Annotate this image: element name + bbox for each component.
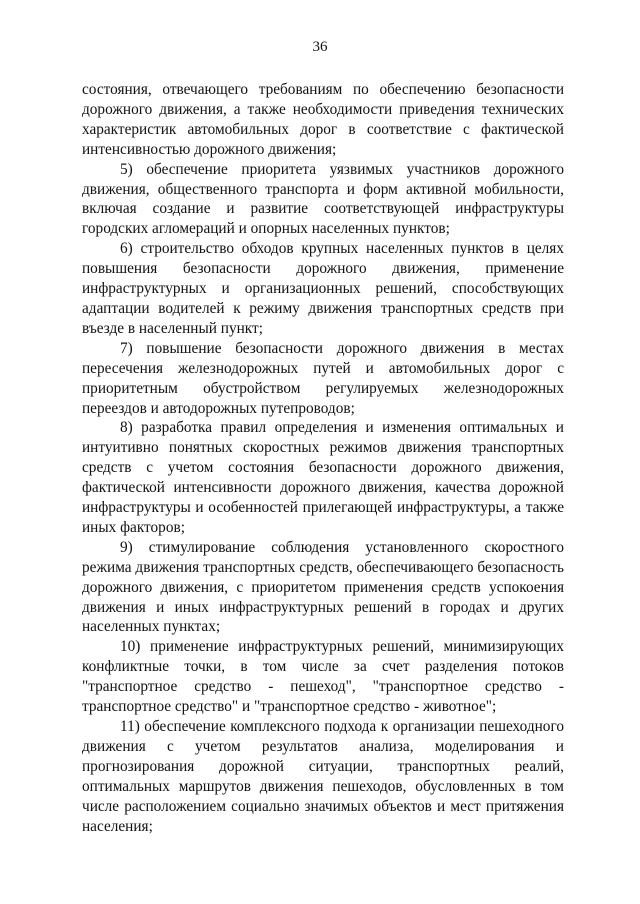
list-item-10: 10) применение инфраструктурных решений, минимизирующих конфликтные точки, в том числе за счет разделения потоков "транспортное средство - пешеход", "транспортное средство - транспортное средство" и "транспортное средство - животное"; xyxy=(82,638,564,716)
paragraph-continuation: состояния, отвечающего требованиям по обеспечению безопасности дорожного движения, а также необходимости приведения технических характеристик автомобильных дорог в соответствие с фактической интенсивностью дорожного движения; xyxy=(82,81,564,158)
document-body xyxy=(82,80,564,836)
list-item-6: 6) строительство обходов крупных населенных пунктов в целях повышения безопасности дорожного движения, применение инфраструктурных и организационных решений, способствующих адаптации водителей к режиму движения транспортных средств при въезде в населенный пункт; xyxy=(82,240,564,337)
page-number: 36 xyxy=(312,39,328,55)
list-item-8: 8) разработка правил определения и изменения оптимальных и интуитивно понятных скоростных режимов движения транспортных средств с учетом состояния безопасности дорожного движения, фактической интенсивности дорожного движения, качества дорожной инфраструктуры и особенностей прилегающей инфраструктуры, а также иных факторов; xyxy=(82,419,564,536)
list-item-7: 7) повышение безопасности дорожного движения в местах пересечения железнодорожных путей и автомобильных дорог с приоритетным обустройством регулируемых железнодорожных переездов и автодорожных путепроводов; xyxy=(82,339,564,417)
list-item-11: 11) обеспечение комплексного подхода к организации пешеходного движения с учетом результатов анализа, моделирования и прогнозирования дорожной ситуации, транспортных реалий, оптимальных маршрутов движения пешеходов, обусловленных в том числе расположением социально значимых объектов и мест притяжения населения; xyxy=(82,718,564,835)
list-item-9: 9) стимулирование соблюдения установленного скоростного режима движения транспортных средств, обеспечивающего безопасность дорожного движения, с приоритетом применения средств успокоения движения и иных инфраструктурных решений в городах и других населенных пунктах; xyxy=(82,538,564,636)
list-item-5: 5) обеспечение приоритета уязвимых участников дорожного движения, общественного транспорта и форм активной мобильности, включая создание и развитие соответствующей инфраструктуры городских агломераций и опорных населенных пунктов; xyxy=(82,160,564,238)
